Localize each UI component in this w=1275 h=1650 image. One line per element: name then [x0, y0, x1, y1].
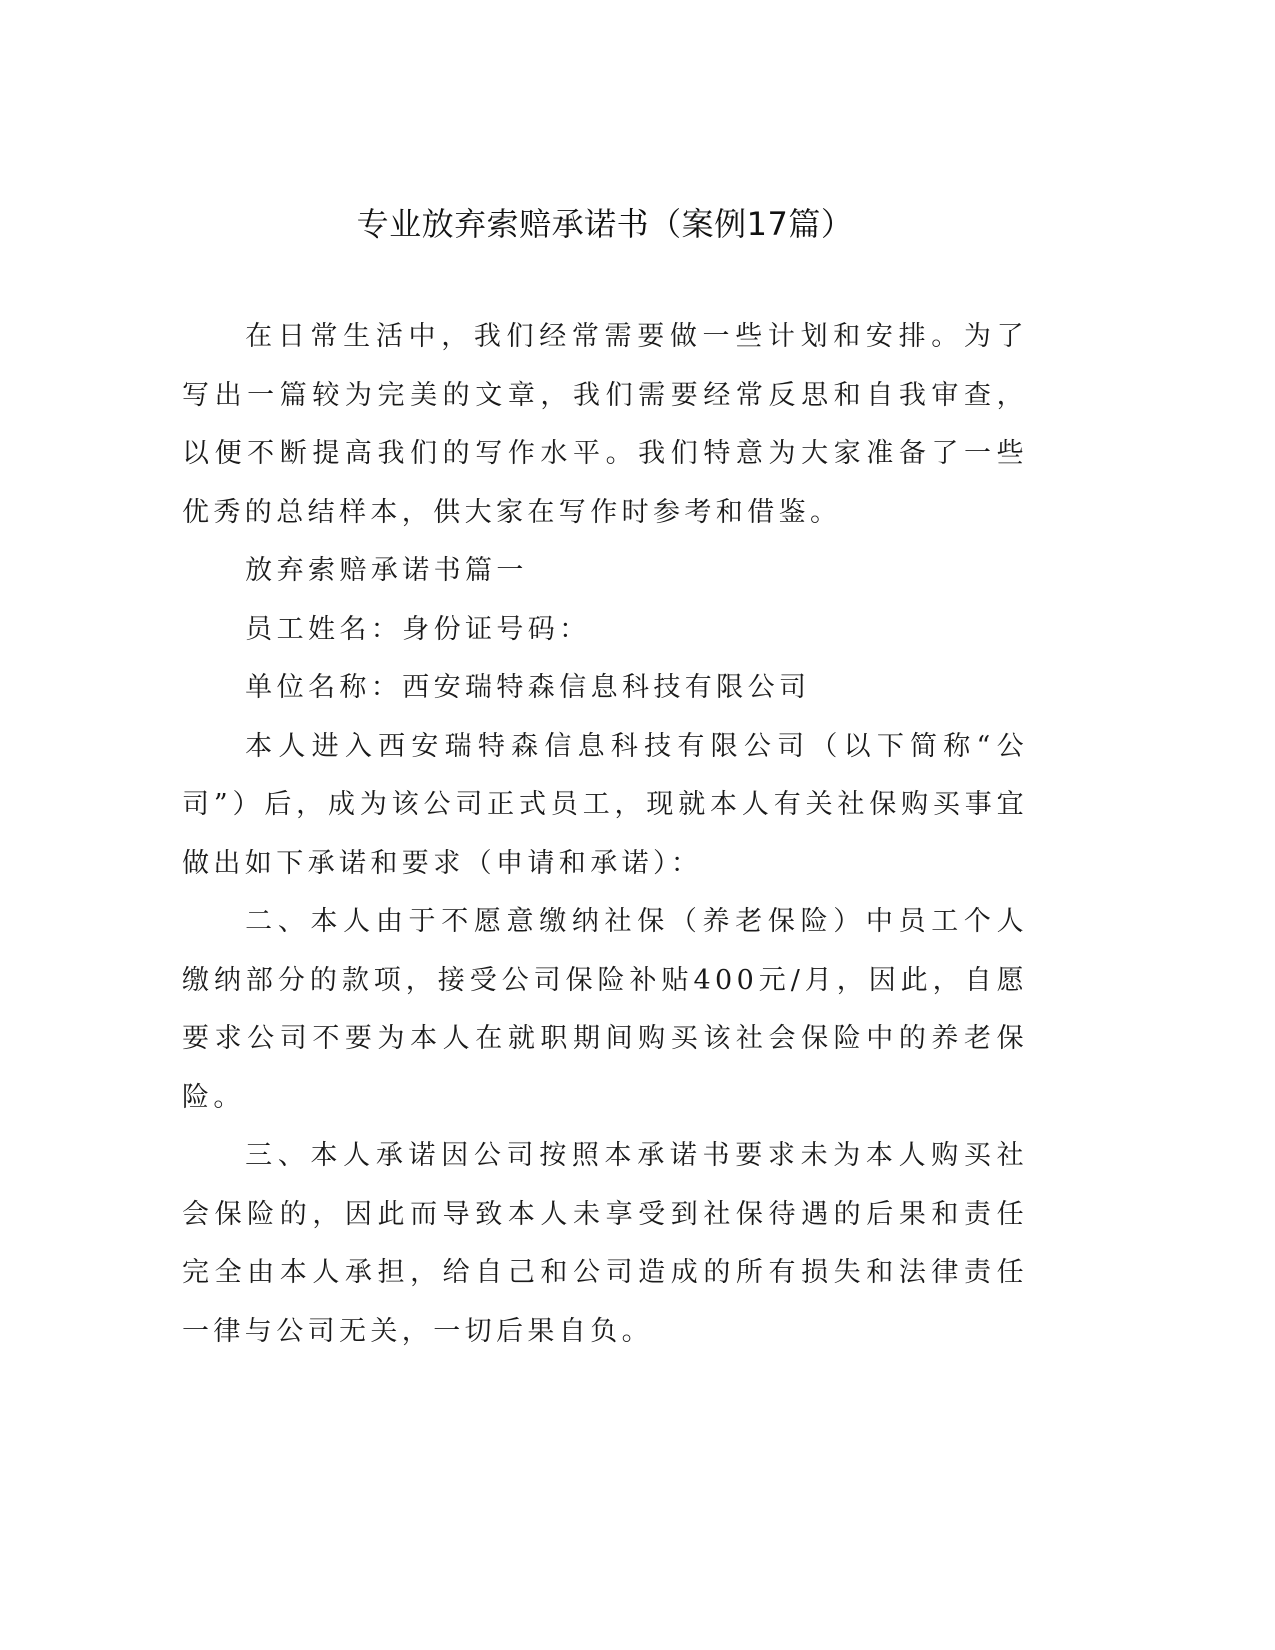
clause-two-paragraph: 二、本人由于不愿意缴纳社保（养老保险）中员工个人缴纳部分的款项，接受公司保险补贴400元/月，因此，自愿要求公司不要为本人在就职期间购买该社会保险中的养老保险。 [182, 906, 1028, 1113]
employee-info-line: 员工姓名：身份证号码： [245, 613, 591, 645]
company-info-line: 单位名称：西安瑞特森信息科技有限公司 [245, 672, 811, 703]
commitment-intro-paragraph: 本人进入西安瑞特森信息科技有限公司（以下简称“公司”）后，成为该公司正式员工，现就本人有关社保购买事宜做出如下承诺和要求（申请和承诺）： [182, 730, 1028, 879]
document-body [182, 308, 1028, 1361]
clause-three-paragraph: 三、本人承诺因公司按照本承诺书要求未为本人购买社会保险的，因此而导致本人未享受到社保待遇的后果和责任完全由本人承担，给自己和公司造成的所有损失和法律责任一律与公司无关，一切后果自负。 [182, 1140, 1028, 1347]
section-heading: 放弃索赔承诺书篇一 [245, 555, 528, 586]
document-title: 专业放弃索赔承诺书（案例17篇） [356, 205, 854, 243]
intro-paragraph: 在日常生活中，我们经常需要做一些计划和安排。为了写出一篇较为完美的文章，我们需要经常反思和自我审查，以便不断提高我们的写作水平。我们特意为大家准备了一些优秀的总结样本，供大家在写作时参考和借鉴。 [182, 321, 1028, 528]
